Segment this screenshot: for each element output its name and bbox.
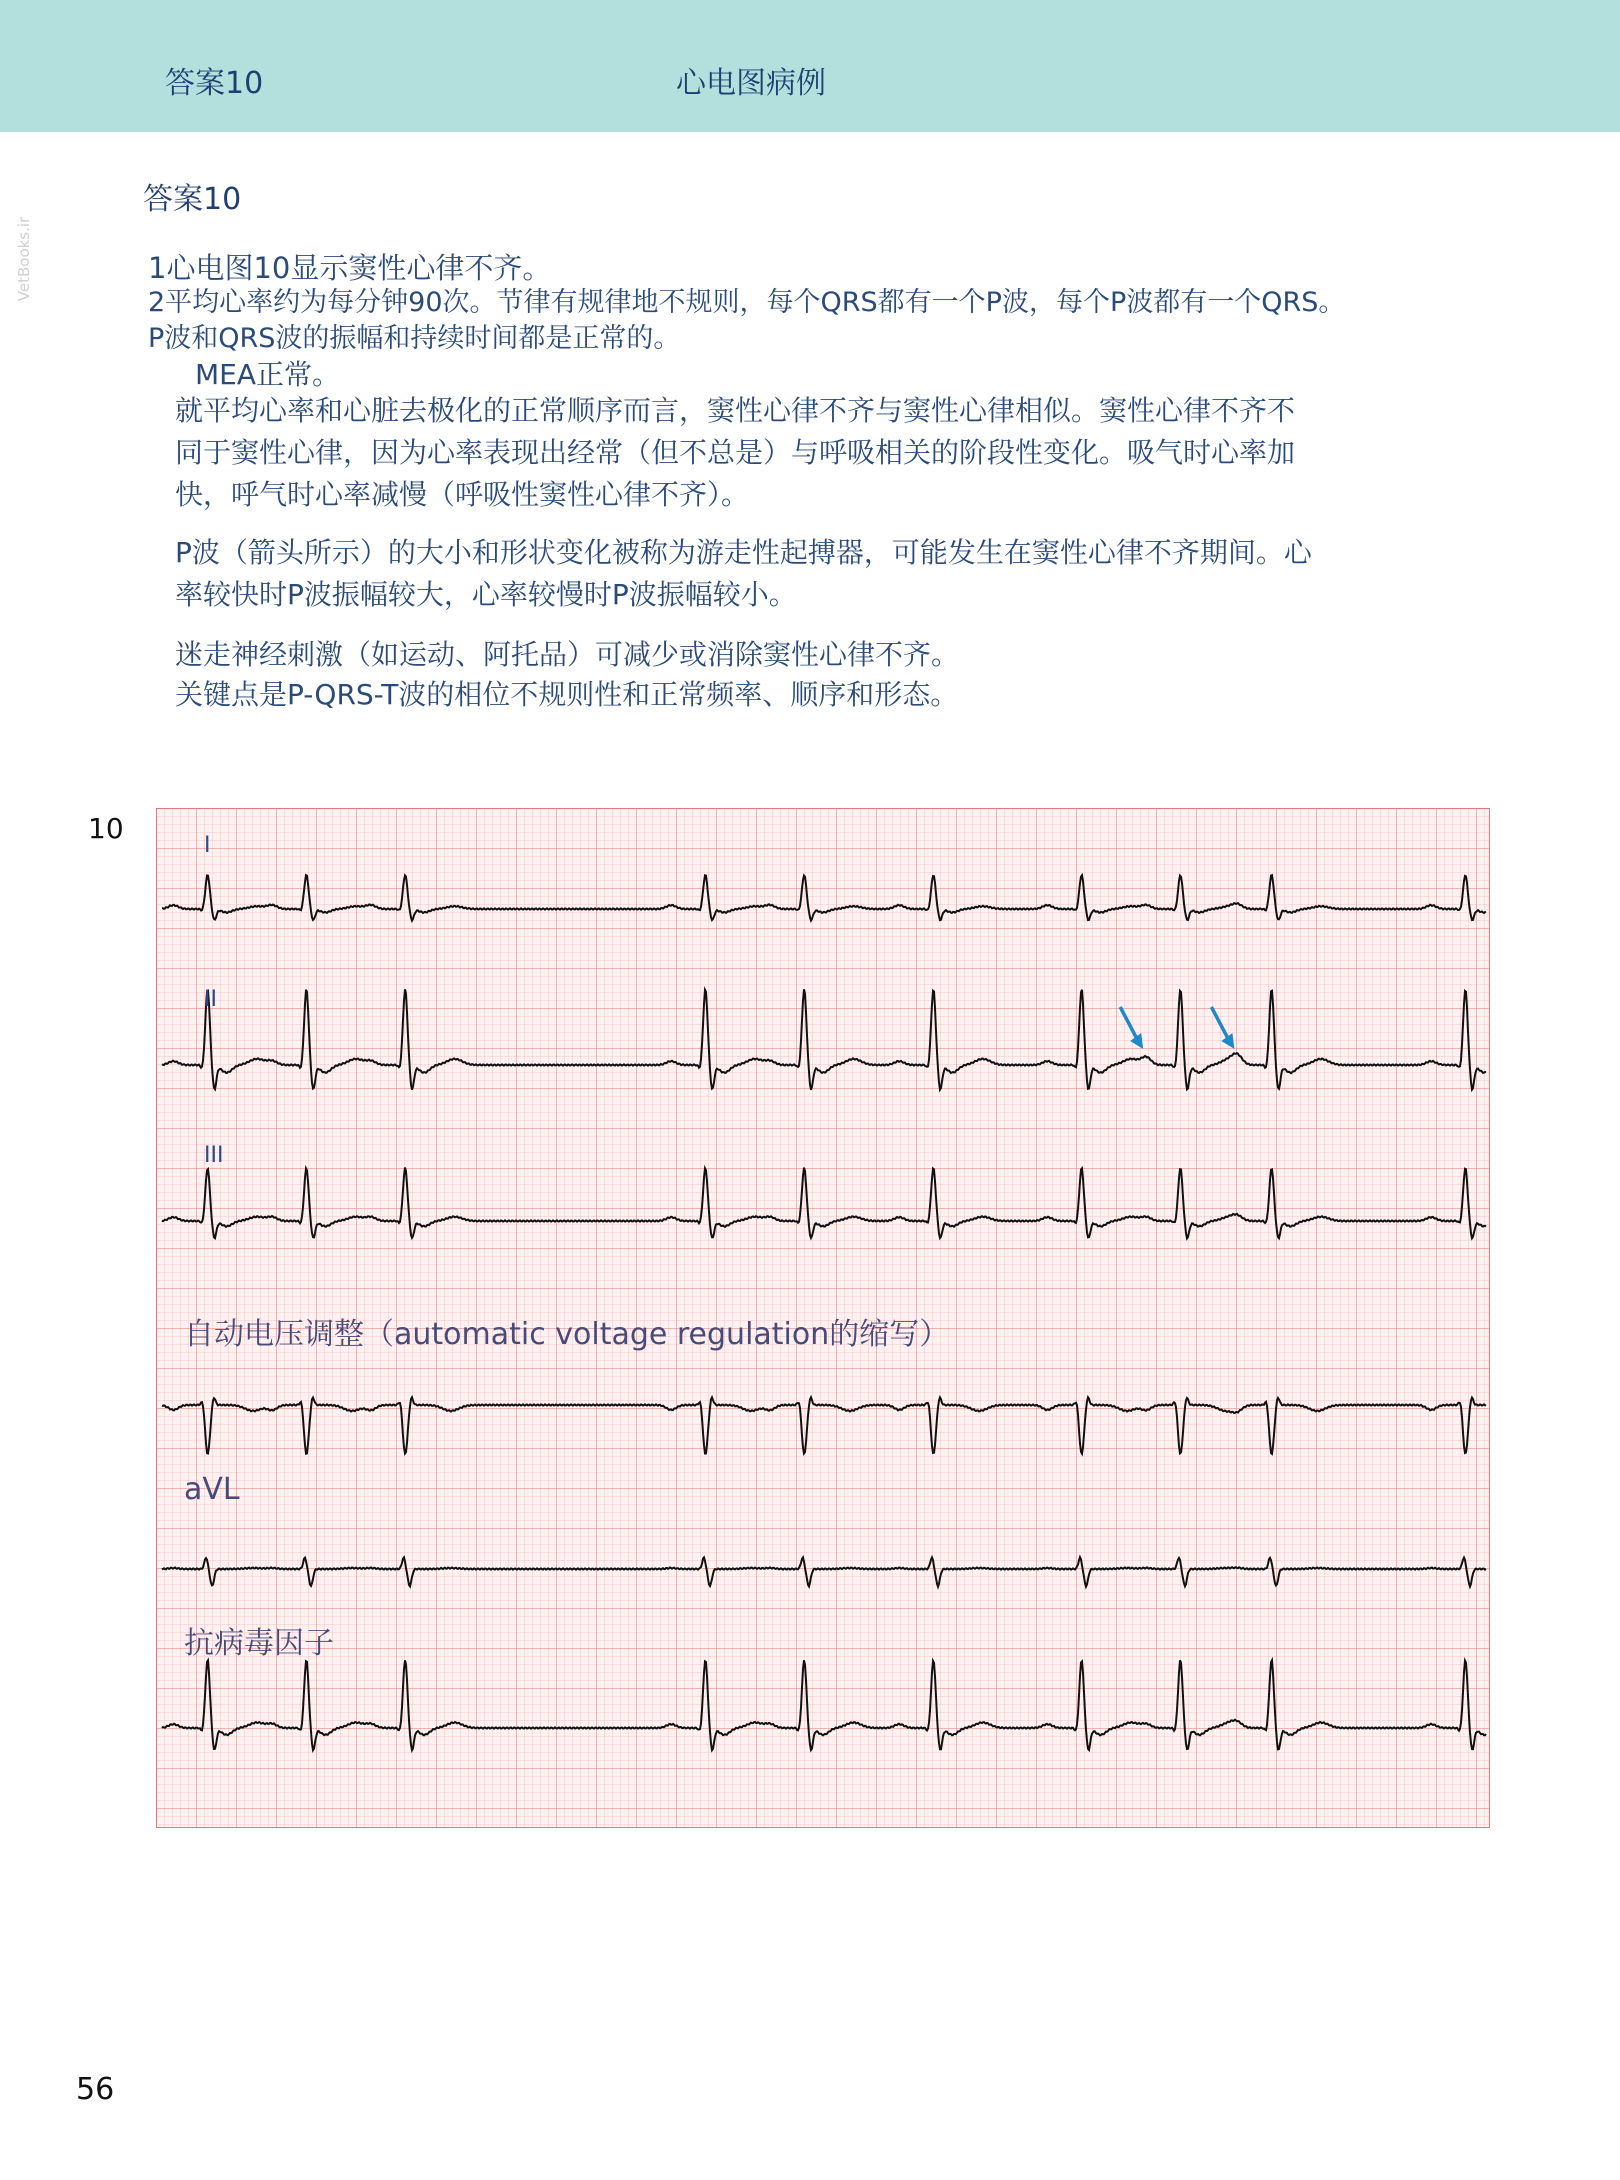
- para1-line-3: 快，呼气时心率减慢（呼吸性窦性心律不齐）。: [175, 478, 750, 511]
- answer-line-2: 2平均心率约为每分钟90次。节律有规律地不规则，每个QRS都有一个P波，每个P波都有一个QRS。: [148, 287, 1346, 318]
- answer-line-3: P波和QRS波的振幅和持续时间都是正常的。: [148, 323, 681, 354]
- page-header: [0, 0, 1620, 132]
- lead-label-2: III: [204, 1143, 224, 1168]
- para2-line-2: 率较快时P波振幅较大，心率较慢时P波振幅较小。: [175, 578, 797, 611]
- para3-line-1: 迷走神经刺激（如运动、阿托品）可减少或消除窦性心律不齐。: [175, 638, 960, 671]
- watermark: VetBooks.ir: [15, 216, 34, 302]
- para3-line-2: 关键点是P-QRS-T波的相位不规则性和正常频率、顺序和形态。: [175, 678, 959, 711]
- lead-label-0: I: [204, 833, 211, 858]
- lead-label-1: II: [204, 987, 217, 1012]
- answer-line-4: MEA正常。: [195, 358, 341, 391]
- figure-number: 10: [88, 812, 124, 845]
- header-chapter-title: 心电图病例: [676, 66, 826, 101]
- para1-line-1: 就平均心率和心脏去极化的正常顺序而言，窦性心律不齐与窦性心律相似。窦性心律不齐不: [175, 394, 1296, 427]
- header-answer-label: 答案10: [165, 66, 264, 101]
- ecg-strip: [156, 808, 1490, 1828]
- para1-line-2: 同于窦性心律，因为心率表现出经常（但不总是）与呼吸相关的阶段性变化。吸气时心率加: [175, 436, 1296, 469]
- section-title: 答案10: [143, 182, 242, 217]
- lead-label-5: 抗病毒因子: [184, 1626, 334, 1661]
- answer-line-1: 1心电图10显示窦性心律不齐。: [148, 251, 552, 285]
- lead-label-3: 自动电压调整（automatic voltage regulation的缩写）: [184, 1317, 950, 1352]
- para2-line-1: P波（箭头所示）的大小和形状变化被称为游走性起搏器，可能发生在窦性心律不齐期间。心: [175, 536, 1312, 569]
- page-number: 56: [76, 2072, 115, 2107]
- ecg-figure: [156, 808, 1490, 1828]
- lead-label-4: aVL: [184, 1472, 240, 1507]
